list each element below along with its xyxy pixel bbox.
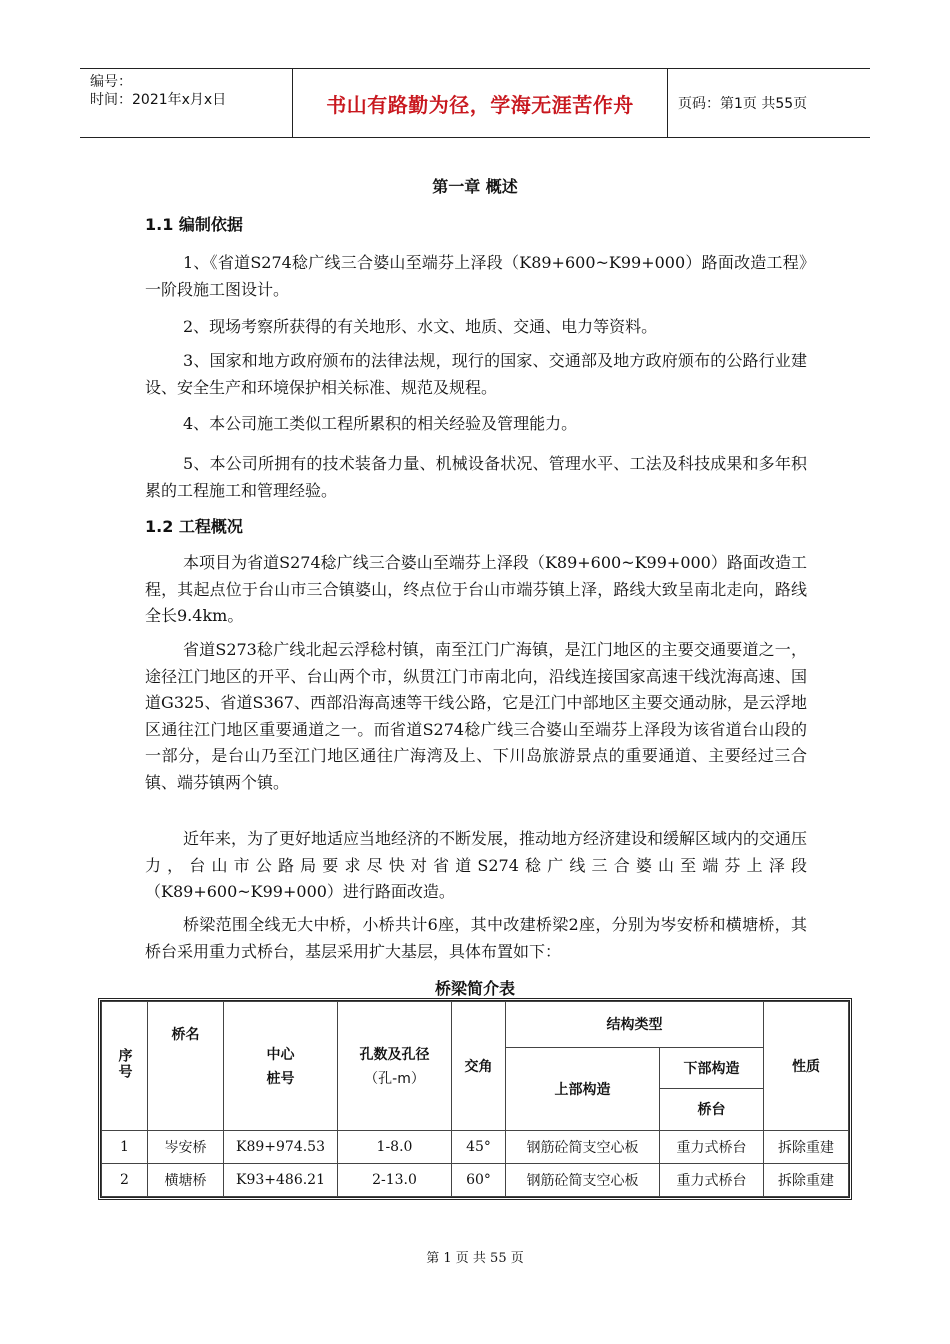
header-angle: 交角 [452,1002,506,1131]
table-title: 桥梁简介表 [434,979,515,998]
header-abutment: 桥台 [660,1089,764,1130]
cell-upper: 钢筋砼简支空心板 [506,1163,660,1196]
cell-angle: 60° [452,1163,506,1196]
cell-station: K93+486.21 [224,1163,338,1196]
header-page-info: 页码：第1页 共55页 [678,96,808,112]
paragraph: 4、本公司施工类似工程所累积的相关经验及管理能力。 [183,414,578,433]
header-span [338,1002,452,1131]
table-row [102,1163,849,1196]
paragraph: 3、国家和地方政府颁布的法律法规，现行的国家、交通部及地方政府颁布的公路行业建设、安全生产和环境保护相关标准、规范及规程。 [145,351,807,397]
cell-upper: 钢筋砼简支空心板 [506,1130,660,1163]
header-center [224,1002,338,1131]
header-center-line2: 桩号 [266,1070,295,1087]
paragraph: 2、现场考察所获得的有关地形、水文、地质、交通、电力等资料。 [183,317,658,336]
paragraph: 省道S273稔广线北起云浮稔村镇，南至江门广海镇，是江门地区的主要交通要道之一，途径江门地区的开平、台山两个市，纵贯江门市南北向，沿线连接国家高速干线沈海高速、国道G325、省道S367、西部沿海高速等干线公路，它是江门中部地区主要交通动脉，是云浮地区通往江门地区重要通道之一。而省道S274稔广线三合婆山至端芬上泽段为该省道台山段的一部分，是台山乃至江门地区通往广海湾及上、下川岛旅游景点的重要通道、主要经过三合镇、端芬镇两个镇。 [145,640,807,792]
header-lower: 下部构造 [660,1047,764,1088]
header-name: 桥名 [148,1002,224,1131]
cell-seq: 2 [102,1163,148,1196]
section-title-1-2: 1.2 工程概况 [145,517,243,536]
header-struct: 结构类型 [506,1002,764,1048]
header-time: 时间：2021年x月x日 [90,92,227,108]
cell-span: 1-8.0 [338,1130,452,1163]
section-title-1-1: 1.1 编制依据 [145,215,243,234]
cell-nature: 拆除重建 [764,1163,849,1196]
paragraph: 1、《省道S274稔广线三合婆山至端芬上泽段（K89+600~K99+000）路面改造工程》一阶段施工图设计。 [145,253,807,299]
table-row [102,1130,849,1163]
bridge-table [98,998,852,1200]
paragraph: 5、本公司所拥有的技术装备力量、机械设备状况、管理水平、工法及科技成果和多年积累的工程施工和管理经验。 [145,454,807,500]
paragraph: 桥梁范围全线无大中桥，小桥共计6座，其中改建桥梁2座，分别为岑安桥和横塘桥，其桥台采用重力式桥台，基层采用扩大基层，具体布置如下： [145,915,807,961]
paragraph: 近年来，为了更好地适应当地经济的不断发展，推动地方经济建设和缓解区域内的交通压力，台山市公路局要求尽快对省道S274稔广线三合婆山至端芬上泽段（K89+600~K99+000）进行路面改造。 [145,829,808,901]
cell-span: 2-13.0 [338,1163,452,1196]
cell-abutment: 重力式桥台 [660,1130,764,1163]
header-upper: 上部构造 [506,1047,660,1130]
chapter-title: 第一章 概述 [432,177,518,196]
header-meta [80,69,293,137]
header-code: 编号： [90,74,132,90]
cell-abutment: 重力式桥台 [660,1163,764,1196]
header-span-line2: （孔-m） [364,1070,425,1087]
header-center-line1: 中心 [266,1046,295,1063]
header-span-line1: 孔数及孔径 [359,1046,430,1063]
page-header [80,68,870,138]
header-motto: 书山有路勤为径，学海无涯苦作舟 [293,69,668,137]
cell-angle: 45° [452,1130,506,1163]
header-seq: 序号 [102,1002,148,1131]
paragraph: 本项目为省道S274稔广线三合婆山至端芬上泽段（K89+600~K99+000）路面改造工程，其起点位于台山市三合镇婆山，终点位于台山市端芬镇上泽，路线大致呈南北走向，路线全长9.4km。 [145,553,807,625]
page-footer: 第 1 页 共 55 页 [426,1251,524,1266]
cell-name: 横塘桥 [148,1163,224,1196]
cell-name: 岑安桥 [148,1130,224,1163]
cell-station: K89+974.53 [224,1130,338,1163]
cell-nature: 拆除重建 [764,1130,849,1163]
header-nature: 性质 [764,1002,849,1131]
cell-seq: 1 [102,1130,148,1163]
